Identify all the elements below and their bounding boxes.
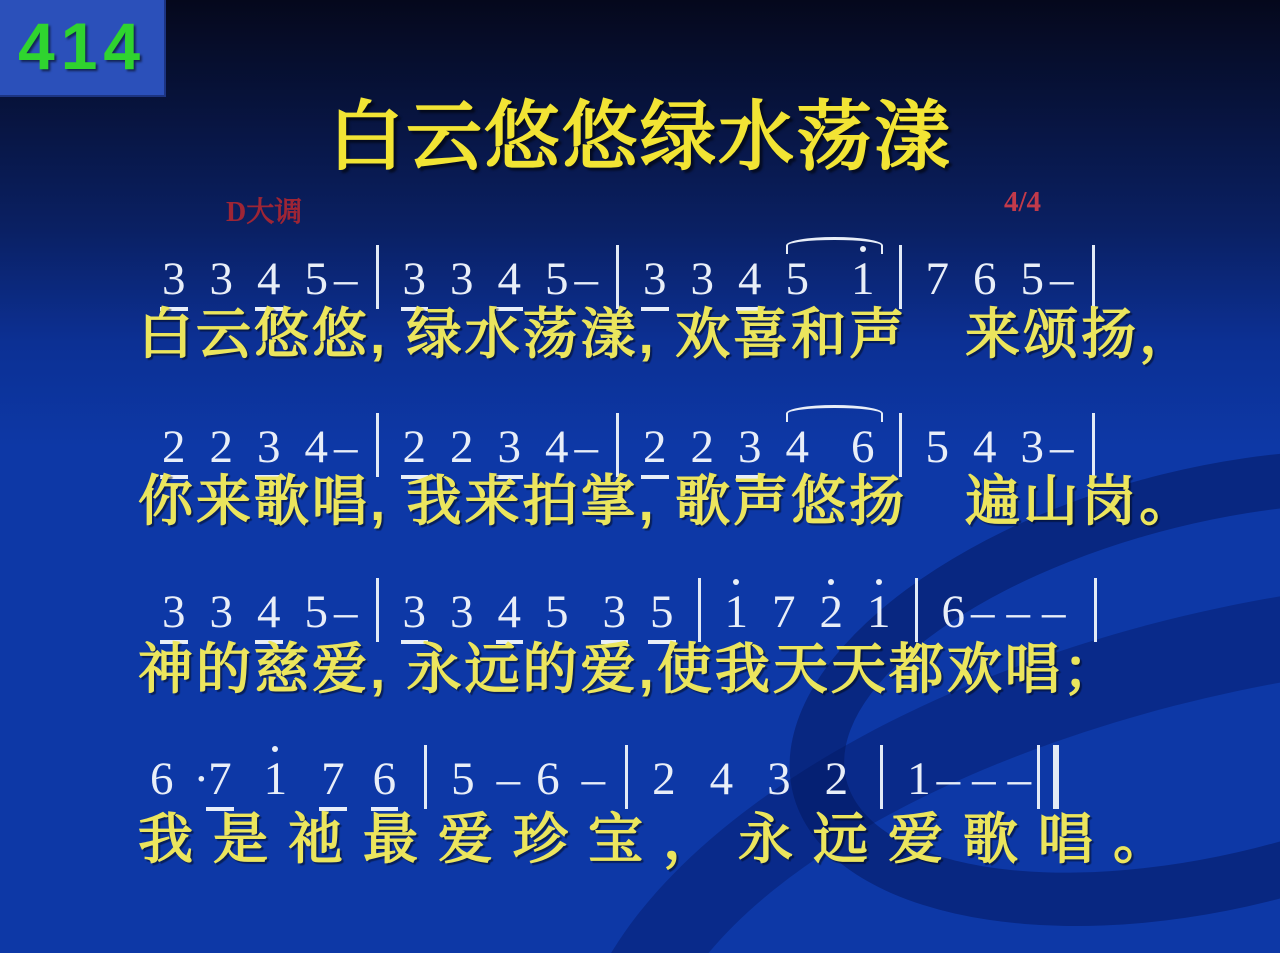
notation-line-1: 3 3 4 5 – 3 3 4 5 – 3 3 4 5 1 7 6 5 – (150, 245, 1107, 311)
key-signature-label: D大调 (226, 197, 303, 228)
hymn-number: 414 (18, 9, 147, 83)
lyrics-line-1: 白云悠悠, 绿水荡漾, 欢喜和声 来颂扬， (138, 303, 1198, 365)
notation-line-4: 6 ·7 1 7 6 5 – 6 – 2 4 3 2 1 – – – (150, 745, 1071, 811)
lyrics-line-2: 你来歌唱, 我来拍掌, 歌声悠扬 遍山岗。 (138, 470, 1198, 532)
notation-line-3: 3 3 4 5 – 3 3 4 5 3 5 1 7 2 1 6 – – – (150, 578, 1109, 644)
time-signature-label: 4/4 (1004, 186, 1042, 218)
notation-line-2: 2 2 3 4 – 2 2 3 4 – 2 2 3 4 6 5 4 3 – (150, 413, 1107, 479)
lyrics-line-3: 神的慈爱, 永远的爱,使我天天都欢唱； (138, 638, 1121, 700)
lyrics-line-4: 我是祂最爱珍宝，永远爱歌唱。 (138, 808, 1189, 870)
slide-title: 白云悠悠绿水荡漾 (328, 95, 952, 180)
